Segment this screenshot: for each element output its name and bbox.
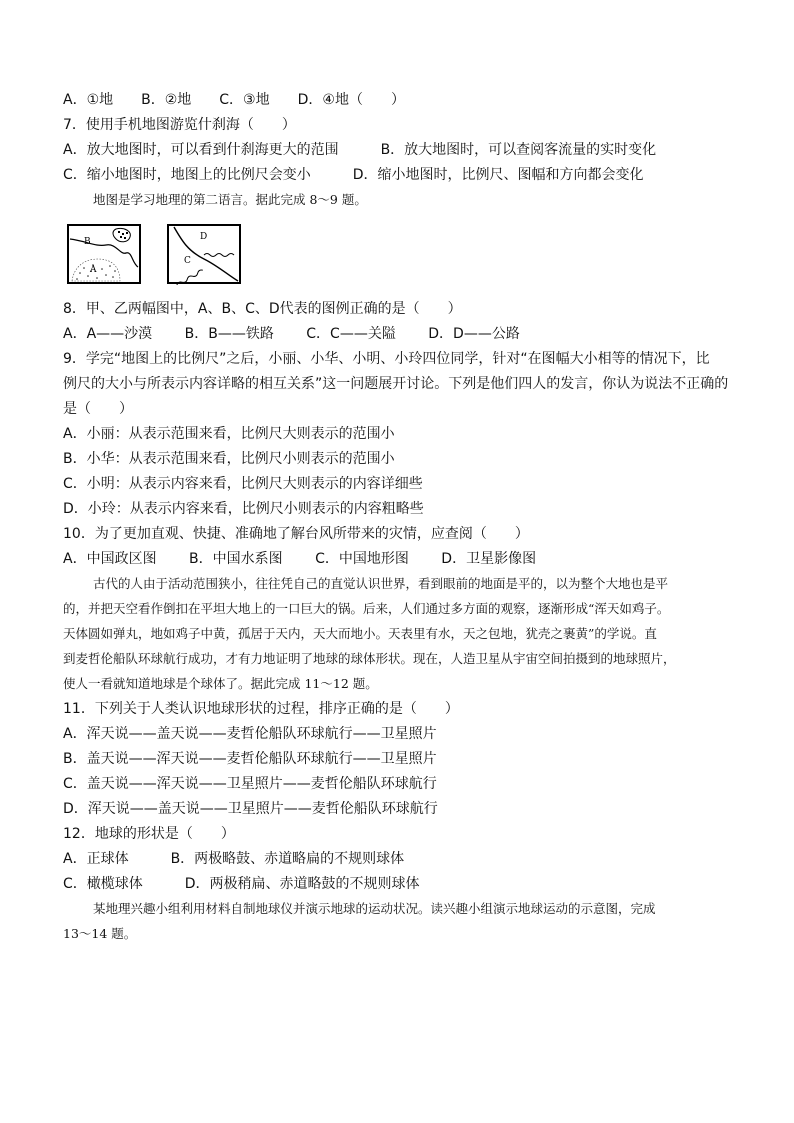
passage-line-5: 使人一看就知道地球是个球体了。据此完成 11～12 题。	[63, 676, 378, 691]
q7-options-cd: C．缩小地图时，地图上的比例尺会变小 D．缩小地图时，比例尺、图幅和方向都会变化	[63, 167, 644, 183]
intro-13-14-line-1: 某地理兴趣小组利用材料自制地球仪并演示地球的运动状况。读兴趣小组演示地球运动的示意图，完成	[93, 901, 656, 916]
q11-option-a: A．浑天说——盖天说——麦哲伦船队环球航行——卫星照片	[63, 726, 437, 742]
q9-option-a: A．小丽：从表示范围来看，比例尺大则表示的范围小	[63, 426, 395, 442]
passage-line-2: 的，并把天空看作倒扣在平坦大地上的一口巨大的锅。后来，人们通过多方面的观察，逐渐形成“浑天如鸡子。	[63, 601, 670, 616]
q9-option-d: D．小玲：从表示内容来看，比例尺小则表示的内容粗略些	[63, 501, 424, 517]
q12-options-cd: C．橄榄球体 D．两极稍扁、赤道略鼓的不规则球体	[63, 876, 420, 892]
q12-options-ab: A．正球体 B．两极略鼓、赤道略扁的不规则球体	[63, 851, 405, 867]
q6-options: A．①地 B．②地 C．③地 D．④地（ ）	[63, 92, 405, 108]
q10-options: A．中国政区图 B．中国水系图 C．中国地形图 D．卫星影像图	[63, 551, 537, 567]
q11-stem: 11．下列关于人类认识地球形状的过程，排序正确的是（ ）	[63, 701, 459, 717]
legend-map-figure	[66, 223, 246, 285]
q7-stem: 7．使用手机地图游览什刹海（ ）	[63, 117, 296, 133]
q11-option-c: C．盖天说——浑天说——卫星照片——麦哲伦船队环球航行	[63, 776, 437, 792]
right-map-panel	[168, 225, 240, 285]
q9-option-c: C．小明：从表示内容来看，比例尺大则表示的内容详细些	[63, 476, 423, 492]
passage-line-3: 天体圆如弹丸，地如鸡子中黄，孤居于天内，天大而地小。天表里有水，天之包地，犹壳之裹黄”的学说。直	[63, 626, 657, 641]
q9-line2: 例尺的大小与所表示内容详略的相互关系”这一问题展开讨论。下列是他们四人的发言，你认为说法不正确的	[63, 376, 729, 392]
intro-13-14-line-2: 13～14 题。	[63, 926, 137, 941]
passage-line-4: 到麦哲伦船队环球航行成功，才有力地证明了地球的球体形状。现在，人造卫星从宇宙空间拍摄到的地球照片，	[63, 651, 676, 666]
passage-line-1: 古代的人由于活动范围狭小，往往凭自己的直觉认识世界，看到眼前的地面是平的，以为整个大地也是平	[93, 576, 669, 591]
q9-option-b: B．小华：从表示范围来看，比例尺小则表示的范围小	[63, 451, 395, 467]
q9-line1: 9．学完“地图上的比例尺”之后，小丽、小华、小明、小玲四位同学，针对“在图幅大小相等的情况下，比	[63, 351, 710, 367]
q12-stem: 12．地球的形状是（ ）	[63, 826, 235, 842]
label-c: C	[184, 256, 191, 266]
q8-stem: 8．甲、乙两幅图中，A、B、C、D代表的图例正确的是（ ）	[63, 301, 462, 317]
label-b: B	[84, 237, 91, 247]
q11-option-d: D．浑天说——盖天说——卫星照片——麦哲伦船队环球航行	[63, 801, 438, 817]
q7-options-ab: A．放大地图时，可以看到什刹海更大的范围 B．放大地图时，可以查阅客流量的实时变化	[63, 142, 657, 158]
q10-stem: 10．为了更加直观、快捷、准确地了解台风所带来的灾情，应查阅（ ）	[63, 526, 529, 542]
q11-option-b: B．盖天说——浑天说——麦哲伦船队环球航行——卫星照片	[63, 751, 437, 767]
left-map-panel	[68, 225, 140, 283]
label-a: A	[90, 265, 97, 275]
intro-8-9: 地图是学习地理的第二语言。据此完成 8～9 题。	[93, 192, 367, 207]
label-d: D	[200, 232, 208, 242]
map-figures	[66, 223, 246, 285]
q9-line3: 是（ ）	[63, 401, 133, 417]
q8-options: A．A——沙漠 B．B——铁路 C．C——关隘 D．D——公路	[63, 326, 520, 342]
